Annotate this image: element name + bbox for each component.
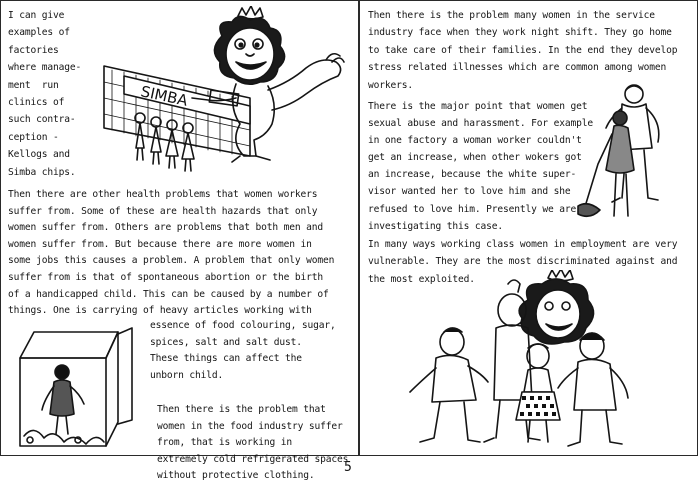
frozen-goods — [24, 430, 104, 444]
workers-group-illustration — [396, 270, 658, 454]
food-ingredients-paragraph: essence of food colouring, sugar, spices, salt and salt dust. These things can affect the unborn child. — [150, 320, 336, 381]
lion-head — [214, 16, 284, 84]
fridge-woman-illustration — [14, 324, 136, 450]
woman-body — [606, 125, 634, 173]
mop-handle — [584, 134, 612, 210]
simba-sign-text: SIMBA — [139, 82, 190, 110]
left-man-head — [440, 329, 464, 355]
night-shift-paragraph: Then there is the problem many women in the service industry face when they work night shift. They go home to take care of their families. In the end they develop stress related illnesses which are common among women workers. — [368, 10, 678, 91]
health-problems-paragraph: Then there are other health problems that women workers suffer from. Some of these are health hazards that only women suffer from. Others are problems that both men and women suffer from. But because there are more women in some jobs this causes a problem. A problem that only women suffer from is that of spontaneous abortion or the birth of a handicapped child. This can be caused by a number of things. One is carrying of heavy articles working with — [8, 189, 335, 317]
woman-head — [55, 365, 69, 379]
bald-man-coat — [494, 325, 532, 400]
bird-on-head — [508, 280, 520, 292]
fridge-top — [20, 332, 118, 358]
page-number: 5 — [344, 460, 352, 475]
simba-sign — [124, 76, 250, 124]
woman-head — [613, 111, 627, 125]
queue-people — [135, 113, 194, 171]
vulnerable-paragraph: In many ways working class women in employment are very vulnerable. They are the most discriminated against and the most exploited. — [368, 239, 678, 285]
harassment-paragraph: There is the major point that women get sexual abuse and harassment. For example in one factory a woman worker couldn't get an increase, when other wokers got an increase, because the white super- visor wanted her to love him and she refused to love him. Presently we are investigating this case. — [368, 101, 594, 232]
fridge-side — [106, 332, 118, 446]
lion-mascot-illustration — [100, 6, 350, 174]
column-divider — [358, 0, 360, 456]
fridge-door — [118, 328, 132, 424]
harassment-illustration — [576, 78, 690, 230]
intro-paragraph: I can give examples of factories where manage- ment run clinics of such contra- ception - Kellogs and Simba chips. — [8, 10, 82, 178]
mop-head — [578, 204, 600, 217]
cold-spaces-paragraph: Then there is the problem that women in the food industry suffer from, that is working in extremely cold refrigerated spaces without protective clothing. — [157, 404, 349, 482]
